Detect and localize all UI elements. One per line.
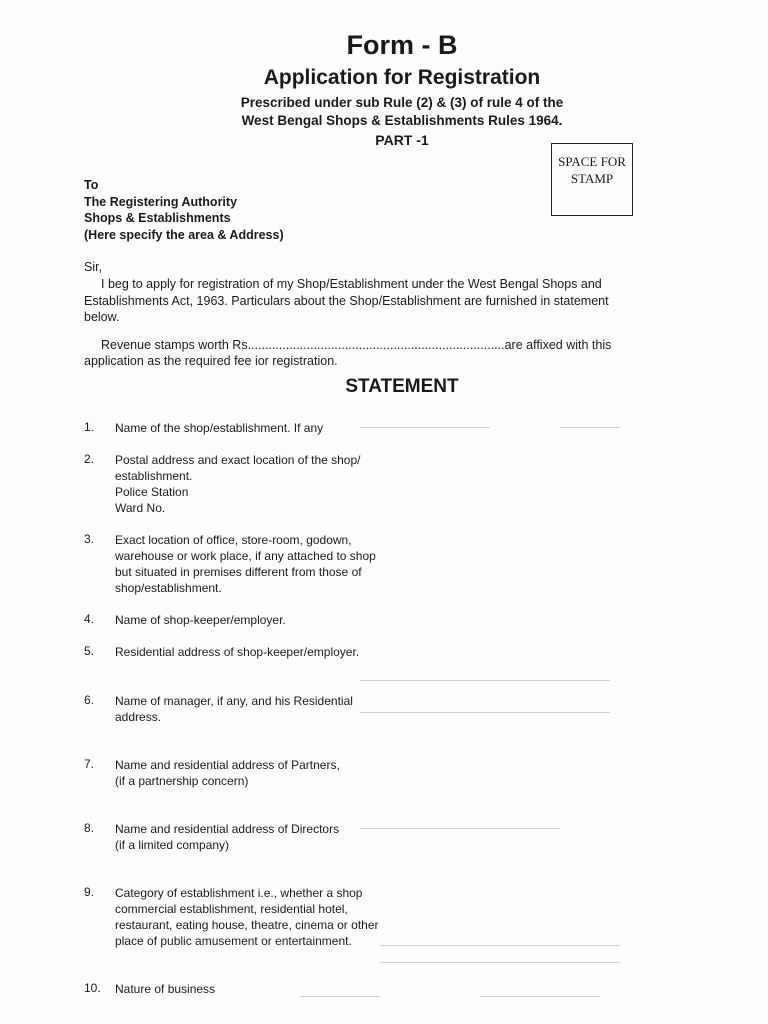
bleed-through-mark [380, 962, 620, 963]
bleed-through-mark [360, 712, 610, 713]
item-label: Name of shop-keeper/employer. [115, 613, 286, 627]
part-label: PART -1 [375, 132, 429, 148]
stamp-label-line-2: STAMP [570, 171, 614, 186]
form-title: Form - B [346, 30, 458, 60]
stamp-box [551, 143, 633, 216]
bleed-through-mark [560, 427, 620, 428]
address-line-2: Shops & Establishments [84, 211, 231, 225]
address-line-3: (Here specify the area & Address) [84, 228, 284, 242]
paragraph-1-line-2: Establishments Act, 1963. Particulars about the Shop/Establishment are furnished in statement [84, 294, 609, 308]
item-number: 7. [84, 757, 95, 771]
item-label: Name and residential address of Partners, (if a partnership concern) [115, 758, 340, 788]
item-label: Exact location of office, store-room, godown, warehouse or work place, if any attached to shop but situated in premises different from those of shop/establishment. [115, 533, 376, 595]
address-line-1: The Registering Authority [84, 195, 238, 209]
paragraph-2-line-2: application as the required fee ior registration. [84, 354, 338, 368]
paragraph-1-line-3: below. [84, 310, 120, 324]
address-to: To [84, 178, 99, 192]
item-label: Nature of business [115, 982, 216, 996]
rule-reference-line-1: Prescribed under sub Rule (2) & (3) of rule 4 of the [240, 95, 564, 110]
item-number: 2. [84, 452, 95, 466]
stamp-label-line-1: SPACE FOR [558, 154, 626, 169]
paragraph-2-line-1: Revenue stamps worth Rs..........................................................................are affixed with this [101, 338, 612, 352]
bleed-through-mark [360, 680, 610, 681]
item-label: Residential address of shop-keeper/employer. [115, 645, 360, 659]
bleed-through-mark [480, 996, 600, 997]
paragraph-1-line-1: I beg to apply for registration of my Shop/Establishment under the West Bengal Shops and [101, 277, 602, 291]
item-number: 4. [84, 612, 95, 626]
statement-heading: STATEMENT [345, 376, 459, 397]
bleed-through-mark [360, 427, 490, 428]
bleed-through-mark [360, 828, 560, 829]
item-number: 8. [84, 821, 95, 835]
item-label: Postal address and exact location of the shop/ establishment. Police Station Ward No. [115, 453, 361, 515]
item-label: Name and residential address of Directors (if a limited company) [115, 822, 340, 852]
item-number: 5. [84, 644, 95, 658]
item-number: 1. [84, 420, 95, 434]
rule-reference-line-2: West Bengal Shops & Establishments Rules 1964. [241, 113, 563, 128]
item-number: 3. [84, 532, 95, 546]
item-label: Name of the shop/establishment. If any [115, 421, 324, 435]
item-label: Name of manager, if any, and his Residential address. [115, 694, 353, 724]
bleed-through-mark [380, 945, 620, 946]
bleed-through-mark [300, 996, 380, 997]
form-subtitle: Application for Registration [263, 66, 541, 89]
item-label: Category of establishment i.e., whether a shop commercial establishment, residential hotel, restaurant, eating house, theatre, cinema or other place of public amusement or entertainment. [115, 886, 379, 948]
item-number: 6. [84, 693, 95, 707]
item-number: 9. [84, 885, 95, 899]
salutation: Sir, [84, 260, 103, 274]
item-number: 10. [84, 981, 101, 995]
